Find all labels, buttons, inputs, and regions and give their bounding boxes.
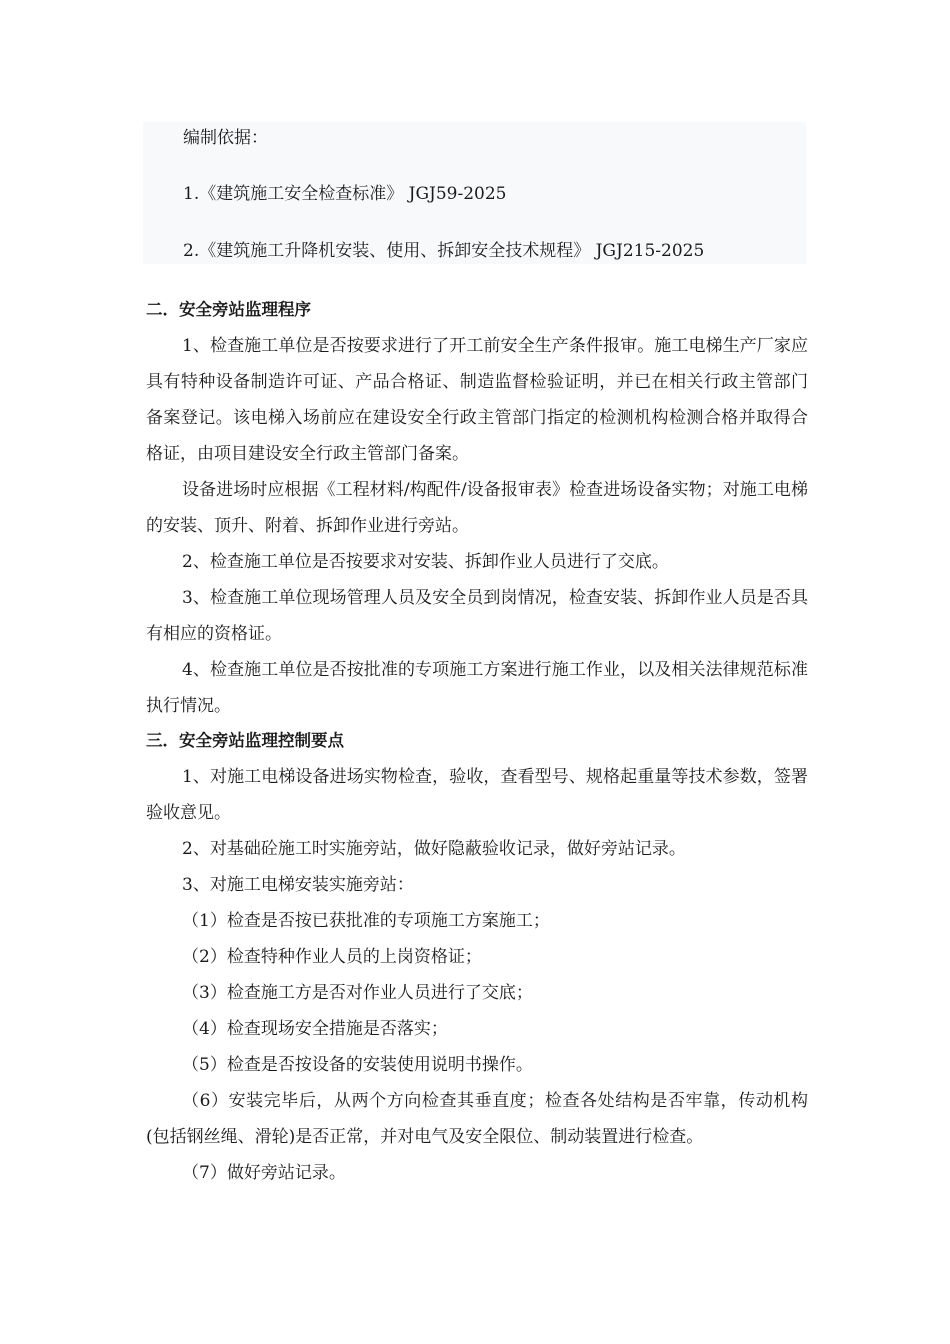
section-heading: 三．安全旁站监理控制要点 — [146, 731, 344, 750]
paragraph: 3、检查施工单位现场管理人员及安全员到岗情况，检查安装、拆卸作业人员是否具有相应的资格证。 — [146, 588, 808, 644]
basis-item: 1.《建筑施工安全检查标准》 JGJ59-2025 — [183, 184, 507, 204]
list-item: （4）检查现场安全措施是否落实； — [182, 1019, 448, 1039]
paragraph: 2、检查施工单位是否按要求对安装、拆卸作业人员进行了交底。 — [182, 552, 669, 572]
list-item: （5）检查是否按设备的安装使用说明书操作。 — [182, 1055, 533, 1075]
list-item: （7）做好旁站记录。 — [182, 1163, 346, 1183]
list-item: （3）检查施工方是否对作业人员进行了交底； — [182, 983, 533, 1003]
paragraph: 1、检查施工单位是否按要求进行了开工前安全生产条件报审。施工电梯生产厂家应具有特种设备制造许可证、产品合格证、制造监督检验证明，并已在相关行政主管部门备案登记。该电梯入场前应在建设安全行政主管部门指定的检测机构检测合格并取得合格证，由项目建设安全行政主管部门备案。 — [146, 336, 808, 464]
list-item: （6）安装完毕后，从两个方向检查其垂直度；检查各处结构是否牢靠，传动机构(包括钢丝绳、滑轮)是否正常，并对电气及安全限位、制动装置进行检查。 — [146, 1091, 808, 1147]
paragraph: 4、检查施工单位是否按批准的专项施工方案进行施工作业，以及相关法律规范标准执行情况。 — [146, 660, 808, 716]
list-item: （2）检查特种作业人员的上岗资格证； — [182, 947, 482, 967]
paragraph: 2、对基础砼施工时实施旁站，做好隐蔽验收记录，做好旁站记录。 — [182, 839, 686, 859]
paragraph: 3、对施工电梯安装实施旁站： — [182, 875, 414, 895]
basis-title: 编制依据： — [183, 128, 268, 148]
paragraph: 设备进场时应根据《工程材料/构配件/设备报审表》检查进场设备实物；对施工电梯的安装、顶升、附着、拆卸作业进行旁站。 — [146, 480, 808, 536]
section-3 — [146, 723, 808, 1191]
section-2 — [146, 292, 808, 724]
paragraph: 1、对施工电梯设备进场实物检查，验收，查看型号、规格起重量等技术参数，签署验收意见。 — [146, 767, 808, 823]
basis-item: 2.《建筑施工升降机安装、使用、拆卸安全技术规程》 JGJ215-2025 — [183, 241, 705, 261]
section-heading: 二．安全旁站监理程序 — [146, 300, 311, 319]
list-item: （1）检查是否按已获批准的专项施工方案施工； — [182, 911, 550, 931]
